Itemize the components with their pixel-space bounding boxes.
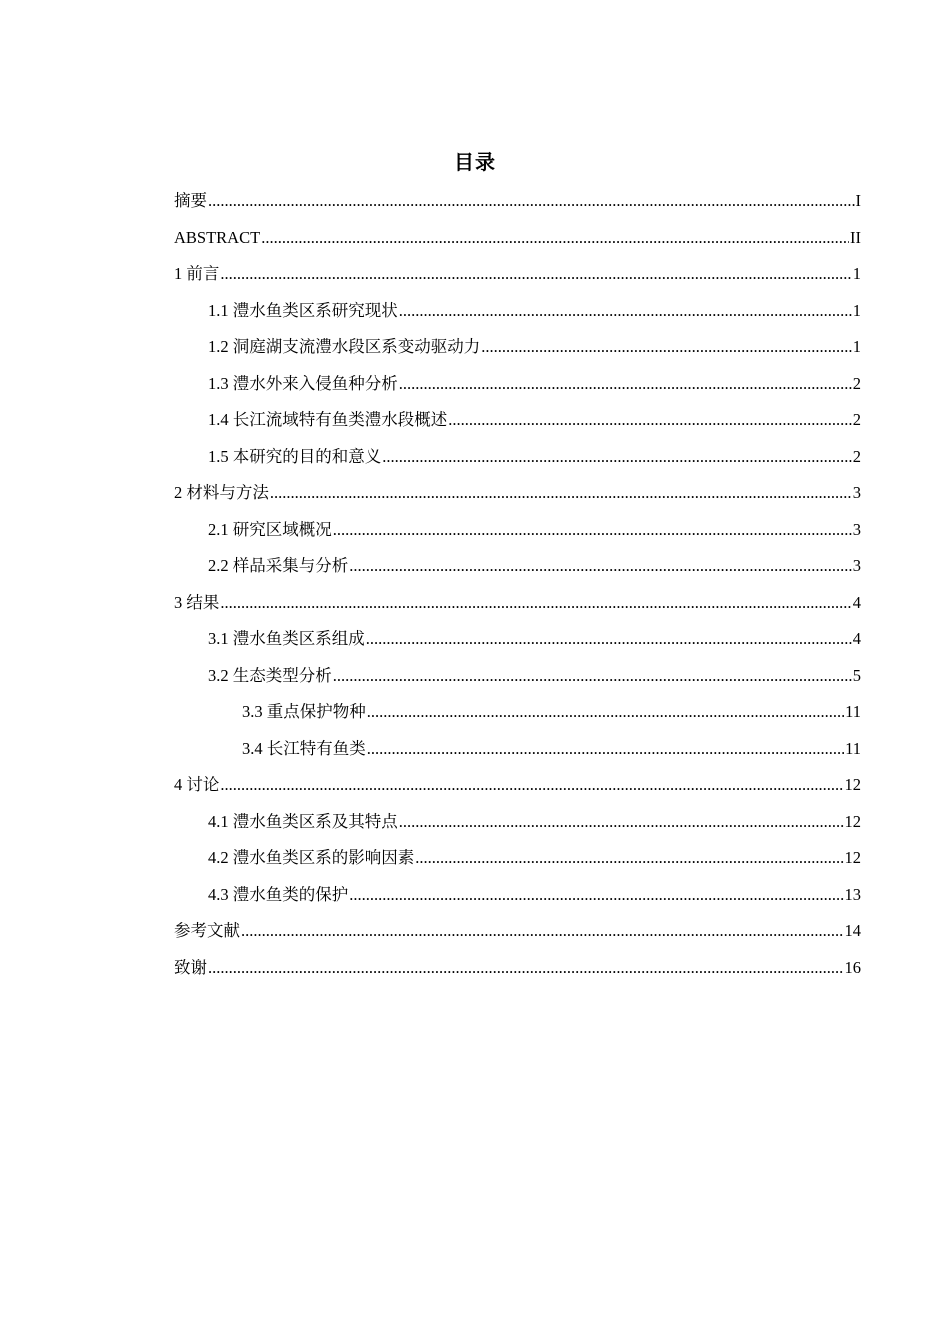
toc-entry-title: 1.3 澧水外来入侵鱼种分析 xyxy=(208,373,398,393)
toc-entry[interactable] xyxy=(174,694,861,731)
toc-entry-title: 4.1 澧水鱼类区系及其特点 xyxy=(208,811,398,831)
toc-dot-leader xyxy=(220,256,851,293)
toc-dot-leader xyxy=(382,439,852,476)
toc-page-number: 16 xyxy=(844,957,861,977)
toc-dot-leader xyxy=(349,877,843,914)
toc-dot-leader xyxy=(261,220,849,257)
toc-entry[interactable] xyxy=(174,293,861,330)
toc-entry[interactable] xyxy=(174,329,861,366)
toc-entry-title: 参考文献 xyxy=(174,921,240,940)
toc-dot-leader xyxy=(349,548,852,585)
toc-dot-leader xyxy=(367,731,844,768)
toc-page-number: 13 xyxy=(844,884,861,904)
toc-entry[interactable] xyxy=(174,475,861,512)
toc-entry-title: 2 材料与方法 xyxy=(174,483,269,502)
toc-entry-title: 1.2 洞庭湖支流澧水段区系变动驱动力 xyxy=(208,337,481,356)
toc-entry[interactable] xyxy=(174,621,861,658)
toc-entry[interactable] xyxy=(174,512,861,549)
toc-entry-title: 3.4 长江特有鱼类 xyxy=(242,738,366,758)
toc-dot-leader xyxy=(220,585,851,622)
toc-dot-leader xyxy=(399,293,852,330)
toc-dot-leader xyxy=(220,767,843,804)
toc-page-number: 2 xyxy=(852,410,861,429)
toc-dot-leader xyxy=(208,183,855,220)
toc-entry[interactable] xyxy=(174,731,861,768)
toc-page-number: 2 xyxy=(852,373,861,393)
toc-entry-title: 1.5 本研究的目的和意义 xyxy=(208,446,382,466)
toc-page-number: 12 xyxy=(844,848,861,867)
toc-entry-title: 2.2 样品采集与分析 xyxy=(208,556,349,575)
toc-dot-leader xyxy=(333,658,852,695)
toc-dot-leader xyxy=(367,694,844,731)
toc-page-number: 11 xyxy=(845,702,861,721)
toc-entry[interactable] xyxy=(174,585,861,622)
toc-dot-leader xyxy=(399,366,852,403)
toc-entry[interactable] xyxy=(174,366,861,403)
toc-dot-leader xyxy=(333,512,852,549)
toc-entry-title: 3 结果 xyxy=(174,592,220,612)
toc-title: 目录 xyxy=(454,150,496,174)
table-of-contents xyxy=(174,183,861,986)
toc-entry[interactable] xyxy=(174,439,861,476)
toc-page-number: 2 xyxy=(852,446,861,466)
toc-dot-leader xyxy=(366,621,852,658)
toc-page-number: 1 xyxy=(852,300,861,320)
toc-page-number: 12 xyxy=(844,775,861,794)
toc-page-number: 4 xyxy=(852,629,861,648)
toc-dot-leader xyxy=(448,402,852,439)
toc-page-number: 11 xyxy=(845,738,861,758)
toc-page-number: I xyxy=(855,191,861,210)
toc-page-number: 5 xyxy=(852,665,861,685)
toc-page-number: 1 xyxy=(852,264,861,283)
toc-dot-leader xyxy=(481,329,852,366)
toc-entry[interactable] xyxy=(174,183,861,220)
toc-entry-title: 4.3 澧水鱼类的保护 xyxy=(208,884,349,904)
toc-dot-leader xyxy=(399,804,844,841)
toc-dot-leader xyxy=(270,475,852,512)
toc-entry[interactable] xyxy=(174,950,861,987)
toc-dot-leader xyxy=(208,950,844,987)
toc-entry-title: 1.1 澧水鱼类区系研究现状 xyxy=(208,300,398,320)
toc-page-number: 4 xyxy=(852,592,861,612)
toc-page-number: 3 xyxy=(852,519,861,539)
toc-entry[interactable] xyxy=(174,913,861,950)
toc-entry-title: 摘要 xyxy=(174,191,207,210)
toc-entry-title: 致谢 xyxy=(174,957,207,977)
toc-page-number: 3 xyxy=(852,483,861,502)
toc-entry[interactable] xyxy=(174,804,861,841)
toc-entry[interactable] xyxy=(174,840,861,877)
toc-page-number: II xyxy=(850,227,861,247)
toc-dot-leader xyxy=(241,913,844,950)
toc-entry[interactable] xyxy=(174,548,861,585)
toc-entry[interactable] xyxy=(174,877,861,914)
toc-entry-title: 3.1 澧水鱼类区系组成 xyxy=(208,629,365,648)
toc-page-number: 1 xyxy=(852,337,861,356)
toc-entry-title: ABSTRACT xyxy=(174,227,261,247)
toc-entry-title: 2.1 研究区域概况 xyxy=(208,519,332,539)
toc-page-number: 12 xyxy=(844,811,861,831)
toc-entry-title: 4 讨论 xyxy=(174,775,220,794)
toc-entry[interactable] xyxy=(174,256,861,293)
toc-entry[interactable] xyxy=(174,402,861,439)
toc-page-number: 3 xyxy=(852,556,861,575)
toc-entry[interactable] xyxy=(174,658,861,695)
toc-entry-title: 1.4 长江流域特有鱼类澧水段概述 xyxy=(208,410,448,429)
toc-entry-title: 3.2 生态类型分析 xyxy=(208,665,332,685)
toc-entry-title: 4.2 澧水鱼类区系的影响因素 xyxy=(208,848,415,867)
toc-dot-leader xyxy=(415,840,843,877)
toc-entry[interactable] xyxy=(174,220,861,257)
toc-entry-title: 1 前言 xyxy=(174,264,220,283)
toc-page-number: 14 xyxy=(844,921,861,940)
toc-entry[interactable] xyxy=(174,767,861,804)
toc-entry-title: 3.3 重点保护物种 xyxy=(242,702,366,721)
